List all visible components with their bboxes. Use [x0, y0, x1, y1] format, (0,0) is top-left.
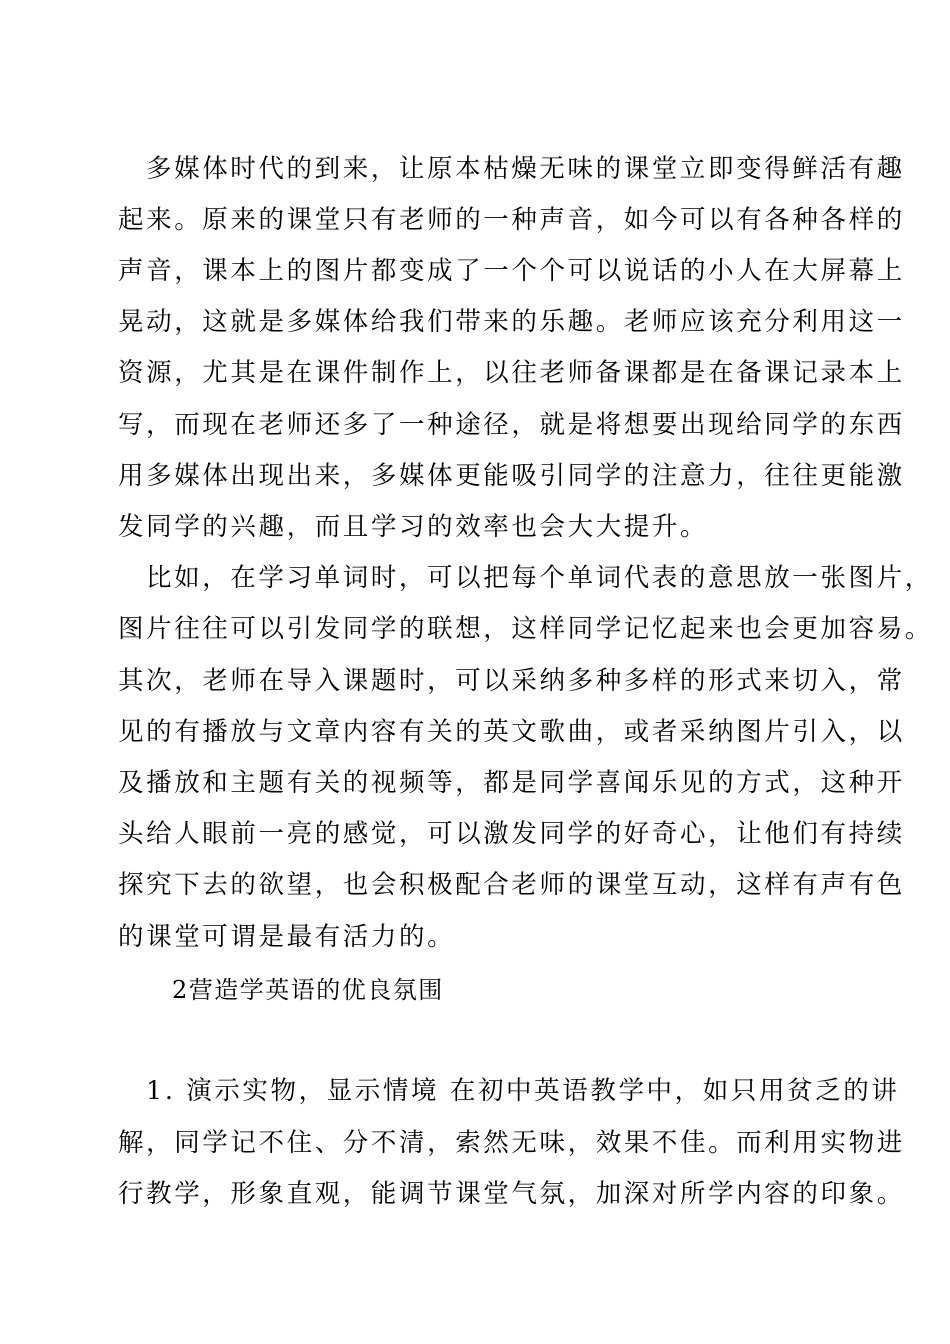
paragraph-2-line-8: 的课堂可谓是最有活力的。	[118, 922, 456, 952]
paragraph-2-line-3: 其次，老师在导入课题时，可以采纳多种多样的形式来切入，常	[118, 666, 905, 696]
paragraph-1-line-4: 晃动，这就是多媒体给我们带来的乐趣。老师应该充分利用这一	[118, 307, 905, 337]
paragraph-3-line-2: 解，同学记不住、分不清，索然无味，效果不佳。而利用实物进	[118, 1128, 905, 1158]
paragraph-2-line-6: 头给人眼前一亮的感觉，可以激发同学的好奇心，让他们有持续	[118, 819, 905, 849]
paragraph-1-line-2: 起来。原来的课堂只有老师的一种声音，如今可以有各种各样的	[118, 205, 905, 235]
paragraph-2-line-1: 比如，在学习单词时，可以把每个单词代表的意思放一张图片，	[146, 563, 933, 593]
paragraph-2-line-7: 探究下去的欲望，也会积极配合老师的课堂互动，这样有声有色	[118, 870, 905, 900]
paragraph-3-line-1: 1. 演示实物，显示情境 在初中英语教学中，如只用贫乏的讲	[146, 1076, 900, 1106]
paragraph-2-line-5: 及播放和主题有关的视频等，都是同学喜闻乐见的方式，这种开	[118, 768, 905, 798]
section-heading: 2营造学英语的优良氛围	[172, 976, 444, 1004]
paragraph-2-line-2: 图片往往可以引发同学的联想，这样同学记忆起来也会更加容易。	[118, 614, 933, 644]
paragraph-1-line-3: 声音，课本上的图片都变成了一个个可以说话的小人在大屏幕上	[118, 256, 905, 286]
paragraph-2-line-4: 见的有播放与文章内容有关的英文歌曲，或者采纳图片引入，以	[118, 717, 905, 747]
paragraph-3-line-3: 行教学，形象直观，能调节课堂气氛，加深对所学内容的印象。	[118, 1179, 905, 1209]
paragraph-1-line-6: 写，而现在老师还多了一种途径，就是将想要出现给同学的东西	[118, 410, 905, 440]
paragraph-1-line-7: 用多媒体出现出来，多媒体更能吸引同学的注意力，往往更能激	[118, 461, 905, 491]
paragraph-1-line-8: 发同学的兴趣，而且学习的效率也会大大提升。	[118, 512, 709, 542]
paragraph-1-line-1: 多媒体时代的到来，让原本枯燥无味的课堂立即变得鲜活有趣	[146, 154, 905, 184]
paragraph-1-line-5: 资源，尤其是在课件制作上，以往老师备课都是在备课记录本上	[118, 358, 905, 388]
